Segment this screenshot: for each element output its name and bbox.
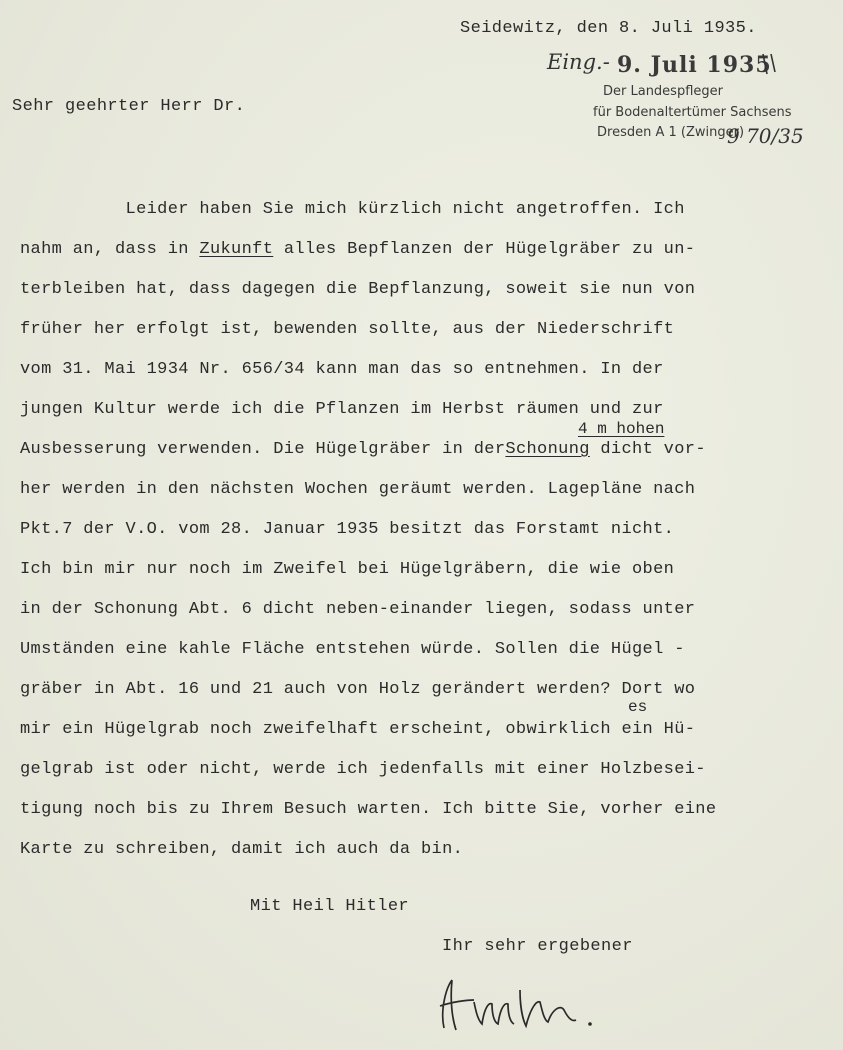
stamp-line-2: für Bodenaltertümer Sachsens: [593, 105, 792, 120]
body-line-14: mir ein Hügelgrab noch zweifelhaft erscheint, obwirklich ein Hü-: [20, 720, 696, 739]
stamp-line-1: Der Landespfleger: [603, 84, 723, 99]
interlinear-insertion-es: es: [628, 698, 648, 716]
body-line-3: terbleiben hat, dass dagegen die Bepflanzung, soweit sie nun von: [20, 280, 696, 299]
stamp-date: 9. Juli 1935: [617, 52, 772, 78]
body-line-2: nahm an, dass in Zukunft alles Bepflanzen der Hügelgräber zu un-: [20, 240, 696, 259]
handwritten-signature: [430, 970, 610, 1040]
body-line-6: jungen Kultur werde ich die Pflanzen im Herbst räumen und zur: [20, 400, 664, 419]
handwritten-prefix: Eing.-: [547, 50, 610, 74]
handwritten-reference: 9 70/35: [727, 124, 804, 148]
body-line-16: tigung noch bis zu Ihrem Besuch warten. Ich bitte Sie, vorher eine: [20, 800, 717, 819]
closing: Mit Heil Hitler: [250, 897, 410, 916]
body-line-17: Karte zu schreiben, damit ich auch da bin.: [20, 840, 464, 859]
place-date: Seidewitz, den 8. Juli 1935.: [460, 19, 757, 38]
handwritten-tick-mark: [757, 50, 787, 80]
stamp-line-3: Dresden A 1 (Zwinger): [597, 125, 745, 140]
body-line-4: früher her erfolgt ist, bewenden sollte, aus der Niederschrift: [20, 320, 675, 339]
underlined-word: Zukunft: [199, 240, 274, 259]
body-line-9: Pkt.7 der V.O. vom 28. Januar 1935 besitzt das Forstamt nicht.: [20, 520, 675, 539]
body-line-11: in der Schonung Abt. 6 dicht neben-einander liegen, sodass unter: [20, 600, 696, 619]
body-line-15: gelgrab ist oder nicht, werde ich jedenfalls mit einer Holzbesei-: [20, 760, 706, 779]
body-line-12: Umständen eine kahle Fläche entstehen würde. Sollen die Hügel -: [20, 640, 685, 659]
receipt-stamp: [545, 46, 815, 156]
body-line-1: Leider haben Sie mich kürzlich nicht angetroffen. Ich: [20, 200, 685, 219]
body-line-10: Ich bin mir nur noch im Zweifel bei Hügelgräbern, die wie oben: [20, 560, 675, 579]
body-line-5: vom 31. Mai 1934 Nr. 656/34 kann man das so entnehmen. In der: [20, 360, 664, 379]
salutation: Sehr geehrter Herr Dr.: [12, 97, 246, 116]
underlined-word: Schonung: [505, 440, 590, 459]
body-line-8: her werden in den nächsten Wochen geräumt werden. Lagepläne nach: [20, 480, 696, 499]
body-line-7: Ausbesserung verwenden. Die Hügelgräber in derSchonung dicht vor-: [20, 440, 706, 459]
interlinear-insertion: 4 m hohen: [578, 420, 665, 438]
body-line-13: gräber in Abt. 16 und 21 auch von Holz gerändert werden? Dort wo: [20, 680, 696, 699]
complimentary-close: Ihr sehr ergebener: [442, 937, 633, 956]
